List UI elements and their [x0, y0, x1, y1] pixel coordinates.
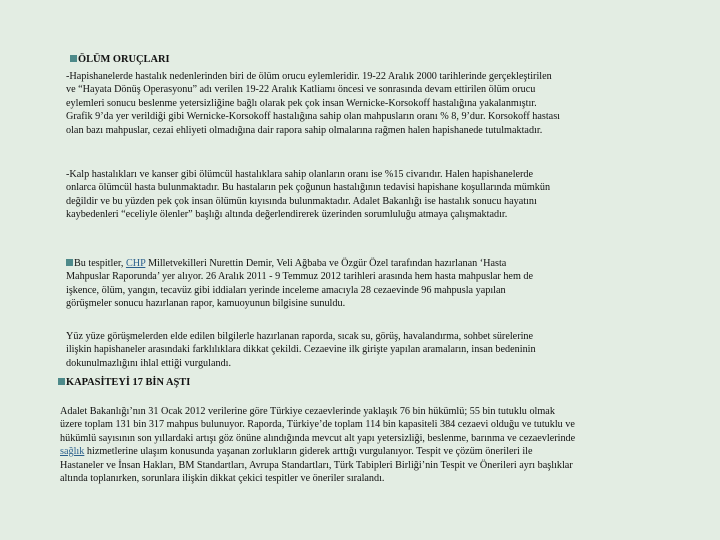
- paragraph-fatal-illnesses: -Kalp hastalıkları ve kanser gibi ölümcül hastalıklara sahip olanların oranı ise %15 civarıdır. Halen hapishanelerde onlarca ölümcül hasta bulunmaktadır. Bu hastaların pek çoğunun hastalığının tedavisi hapishane koşullarında mümkün değildir ve bu yüzden pek çok insan ölümün kıyısında bulunmaktadır. Adalet Bakanlığı ise hastalık sonucu hayatını kaybedenleri “eceliyle ölenler” başlığı altında değerlendirerek üzerinden sorumluluğu atmaya çalışmaktadır.: [66, 169, 551, 221]
- bullet-square-icon: [66, 259, 73, 266]
- bullet-square-icon: [58, 378, 65, 385]
- paragraph-hunger-strikes: -Hapishanelerde hastalık nedenlerinden biri de ölüm orucu eylemleridir. 19-22 Aralık 2000 tarihlerinde gerçekleştirilen ve “Hayata Dönüş Operasyonu” adı verilen 19-22 Aralık Katliamı öncesi ve sonrasında devam ettirilen ölüm orucu eylemleri sonucu beslenme yetersizliğine bağlı olarak pek çok insan Wernicke-Korsokoff hastalığına yakalanmıştır. Grafik 9’da yer verildiği gibi Wernicke-Korsokoff hastalığına sahip olan mahpusların oranı % 8, 9’dur. Korsokoff hastası olan bazı mahpuslar, cezai ehliyeti olmadığına dair rapora sahip olmalarına rağmen halen hapishanede tutulmaktadır.: [66, 71, 561, 136]
- paragraph-first-line: Bu tespitler, CHP Milletvekilleri Nurettin Demir, Veli Ağbaba ve Özgür Özel tarafından hazırlanan ‘Hasta: [66, 257, 533, 270]
- paragraph-report-findings: Bu tespitler, CHP Milletvekilleri Nurettin Demir, Veli Ağbaba ve Özgür Özel tarafından hazırlanan ‘Hasta Mahpuslar Raporunda’ yer alıyor. 26 Aralık 2011 - 9 Temmuz 2012 tarihleri arasında hem hasta mahpuslar hem de işkence, ölüm, yangın, tecavüz gibi iddiaları yerinde inceleme amacıyla 28 cezaevinde 96 mahpusla yapılan görüşmeler sonucu hazırlanan rapor, kamuoyunun bilgisine sunuldu.: [66, 258, 534, 310]
- paragraph-capacity: Adalet Bakanlığı’nın 31 Ocak 2012 verilerine göre Türkiye cezaevlerinde yaklaşık 76 bin hükümlü; 55 bin tutuklu olmak üzere toplam 131 bin 317 mahpus bulunuyor. Raporda, Türkiye’de toplam 114 bin kapasiteli 384 cezaevi olduğu ve tutuklu ve hükümlü sayısının son yıllardaki artışı göz önüne alındığında mevcut alt yapı yetersizliği, beslenme, barınma ve cezaevlerinde sağlık hizmetlerine ulaşım konusunda yaşanan zorlukların giderek arttığı vurgulanıyor. Tespit ve çözüm önerileri ile Hastaneler ve İnsan Hakları, BM Standartları, Avrupa Standartları, Türk Tabipleri Birliği’nin Tespit ve Önerileri ayrı başlıklar altında toplanırken, sorunlara ilişkin dikkat çekici tespitler ve öneriler sıralandı.: [60, 406, 576, 485]
- chp-link[interactable]: CHP: [125, 258, 146, 269]
- saglik-link[interactable]: sağlık: [60, 446, 85, 458]
- section-heading-olum-oruclari: ÖLÜM ORUÇLARI: [70, 53, 170, 66]
- paragraph-line-with-link: sağlık hizmetlerine ulaşım konusunda yaşanan zorlukların giderek arttığı vurgulanıyor. Tespit ve çözüm önerileri ile: [60, 446, 533, 458]
- paragraph-face-to-face: Yüz yüze görüşmelerden elde edilen bilgilerle hazırlanan raporda, sıcak su, görüş, havalandırma, sohbet sürelerine ilişkin hapishaneler arasındaki farklılıklara dikkat çekildi. Cezaevine ilk girişte yapılan aramaların, insan bedeninin dokunulmazlığını ihlal ettiği vurgulandı.: [66, 331, 536, 369]
- bullet-square-icon: [70, 55, 77, 62]
- section-heading-kapasite: KAPASİTEYİ 17 BİN AŞTI: [58, 376, 190, 389]
